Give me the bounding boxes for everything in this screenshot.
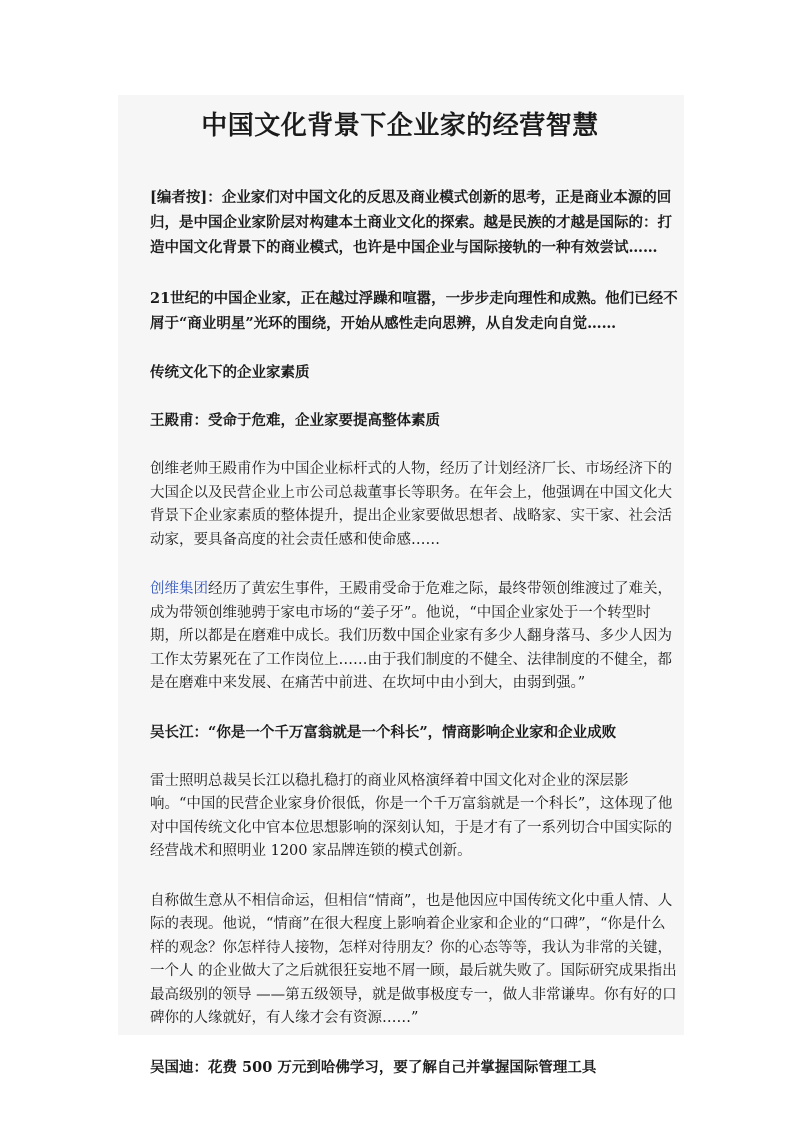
page-title: 中国文化背景下企业家的经营智慧: [201, 111, 599, 141]
paragraph-wu-2: 自称做生意从不相信命运，但相信“情商”，也是他因应中国传统文化中重人情、人际的表现。他说，“情商”在很大程度上影响着企业家和企业的“口碑”，“你是什么样的观念？你怎样待人接物，怎样对待朋友？你的心态等等，我认为非常的关键，一个人 的企业做大了之后就很狂妄地不屑一顾，最后就失败了。国际研究成果指出最高级别的领导 ——第五级领导，就是做事极度专一，做人非常谦卑。你有好的口碑你的人缘就好，有人缘才会有资源……”: [150, 892, 677, 1026]
paragraph-wang-2-text: 经历了黄宏生事件，王殿甫受命于危难之际，最终带领创维渡过了难关，成为带领创维驰骋于家电市场的“姜子牙”。他说，“中国企业家处于一个转型时期，所以都是在磨难中成长。我们历数中国企业家有多少人翻身落马、多少人因为工作太劳累死在了工作岗位上……由于我们制度的不健全、法律制度的不健全，都是在磨难中来发展、在痛苦中前进、在坎坷中由小到大，由弱到强。”: [150, 581, 672, 691]
paragraph-wang-2: [150, 578, 678, 696]
subheading-wang: 王殿甫：受命于危难，企业家要提高整体素质: [150, 412, 440, 429]
skyworth-link[interactable]: 创维集团: [150, 581, 208, 597]
section-heading: 传统文化下的企业家素质: [150, 364, 310, 381]
editor-note: [编者按]：企业家们对中国文化的反思及商业模式创新的思考，正是商业本源的回归，是中国企业家阶层对构建本土商业文化的探索。越是民族的才越是国际的：打造中国文化背景下的商业模式，也许是中国企业与国际接轨的一种有效尝试……: [150, 189, 672, 256]
paragraph-wu-1: 雷士照明总裁吴长江以稳扎稳打的商业风格演绎着中国文化对企业的深层影响。“中国的民营企业家身价很低，你是一个千万富翁就是一个科长”，这体现了他对中国传统文化中官本位思想影响的深刻认知，于是才有了一系列切合中国实际的经营战术和照明业 1200 家品牌连锁的模式创新。: [150, 772, 673, 859]
paragraph-wang-1: 创维老帅王殿甫作为中国企业标杆式的人物，经历了计划经济厂长、市场经济下的大国企以及民营企业上市公司总裁董事长等职务。在年会上，他强调在中国文化大背景下企业家素质的整体提升，提出企业家要做思想者、战略家、实干家、社会活动家，要具备高度的社会责任感和使命感……: [150, 461, 672, 548]
intro-paragraph: 21世纪的中国企业家，正在越过浮躁和喧嚣，一步步走向理性和成熟。他们已经不屑于“商业明星”光环的围绕，开始从感性走向思辨，从自发走向自觉……: [150, 290, 678, 332]
subheading-wu: 吴长江：“你是一个千万富翁就是一个科长”，情商影响企业家和企业成败: [150, 723, 617, 741]
subheading-wu-guodi: 吴国迪：花费 500 万元到哈佛学习，要了解自己并掌握国际管理工具: [150, 1058, 597, 1076]
article-body: [150, 185, 678, 1105]
